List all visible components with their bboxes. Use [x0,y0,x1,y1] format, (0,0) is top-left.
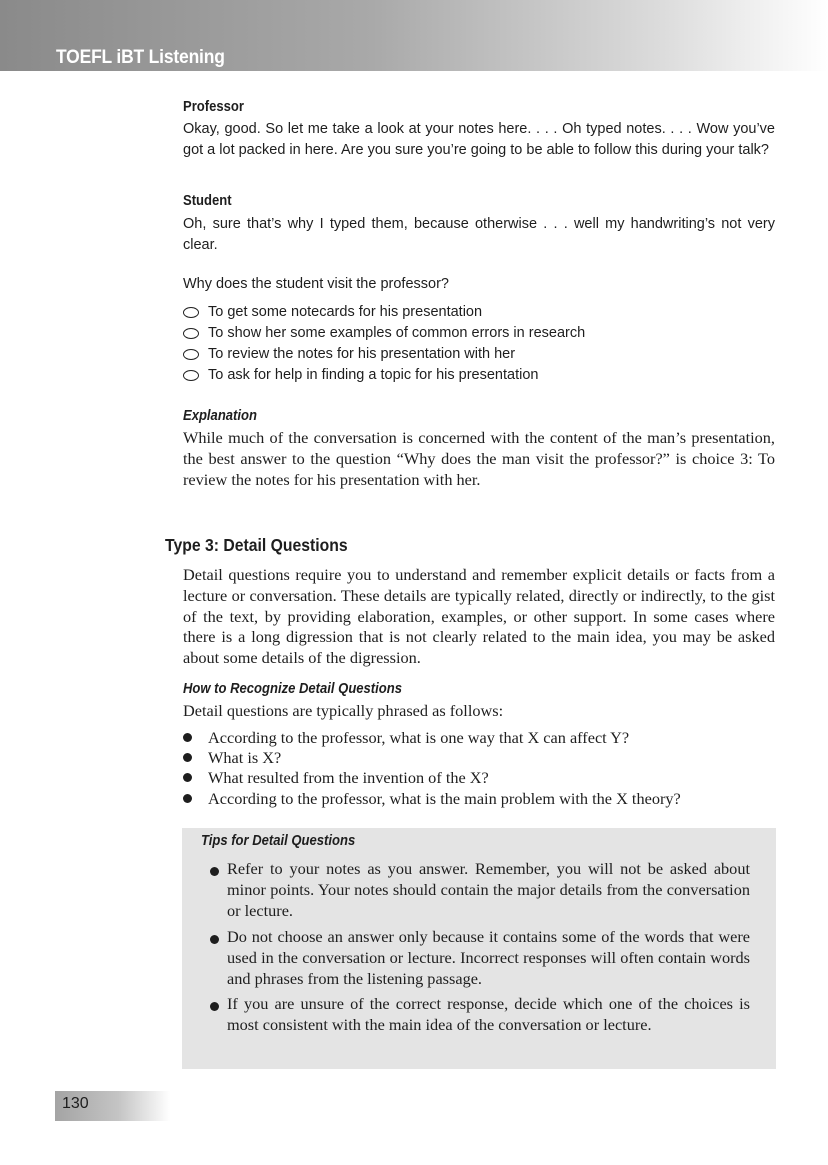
explanation-heading: Explanation [183,408,257,424]
explanation-text: While much of the conversation is concerned with the content of the man’s presentation, the best answer to the question “Why does the man visit the professor?” is choice 3: To review the notes for his presentation with her. [183,428,775,489]
speaker-student: Student [183,193,232,209]
bullet-icon [210,867,219,876]
answer-choice-1[interactable]: To get some notecards for his presentation [183,302,482,322]
running-header-title: TOEFL iBT Listening [56,47,225,68]
tip-item: If you are unsure of the correct response, decide which one of the choices is most consistent with the main idea of the conversation or lecture. [210,994,750,1036]
recognize-intro: Detail questions are typically phrased as follows: [183,701,504,720]
bullet-icon [183,794,192,803]
bullet-icon [210,1002,219,1011]
answer-choice-2[interactable]: To show her some examples of common errors in research [183,323,585,343]
page-number: 130 [62,1095,89,1112]
bullet-icon [183,773,192,782]
tip-item: Refer to your notes as you answer. Remember, you will not be asked about minor points. Your notes should contain the major details from the conversation or lecture. [210,859,750,921]
radio-button[interactable] [183,349,199,360]
example-item: According to the professor, what is one way that X can affect Y? [183,728,629,748]
section-title: Type 3: Detail Questions [165,535,348,555]
example-item: According to the professor, what is the main problem with the X theory? [183,789,681,809]
recognize-heading: How to Recognize Detail Questions [183,681,402,697]
bullet-icon [210,935,219,944]
section-intro: Detail questions require you to understand and remember explicit details or facts from a lecture or conversation. These details are typically related, directly or indirectly, to the gist of the text, by providing elaboration, examples, or other support. In some cases where there is a long digression that is not clearly related to the main idea, you may be asked about some details of the digression. [183,565,775,668]
professor-line: Okay, good. So let me take a look at your notes here. . . . Oh typed notes. . . . Wow you’ve got a lot packed in here. Are you sure you’re going to be able to follow this during your talk? [183,121,775,158]
radio-button[interactable] [183,370,199,381]
example-item: What is X? [183,748,281,768]
answer-choice-3[interactable]: To review the notes for his presentation with her [183,344,515,364]
answer-choice-4[interactable]: To ask for help in finding a topic for his presentation [183,365,538,385]
bullet-icon [183,753,192,762]
tip-item: Do not choose an answer only because it contains some of the words that were used in the conversation or lecture. Incorrect responses will often contain words and phrases from the listening passage. [210,927,750,989]
tips-heading: Tips for Detail Questions [201,833,356,849]
question-prompt: Why does the student visit the professor? [183,276,449,292]
bullet-icon [183,733,192,742]
radio-button[interactable] [183,328,199,339]
example-item: What resulted from the invention of the X? [183,768,489,788]
student-line: Oh, sure that’s why I typed them, because otherwise . . . well my handwriting’s not very clear. [183,216,775,253]
speaker-professor: Professor [183,99,244,115]
radio-button[interactable] [183,307,199,318]
